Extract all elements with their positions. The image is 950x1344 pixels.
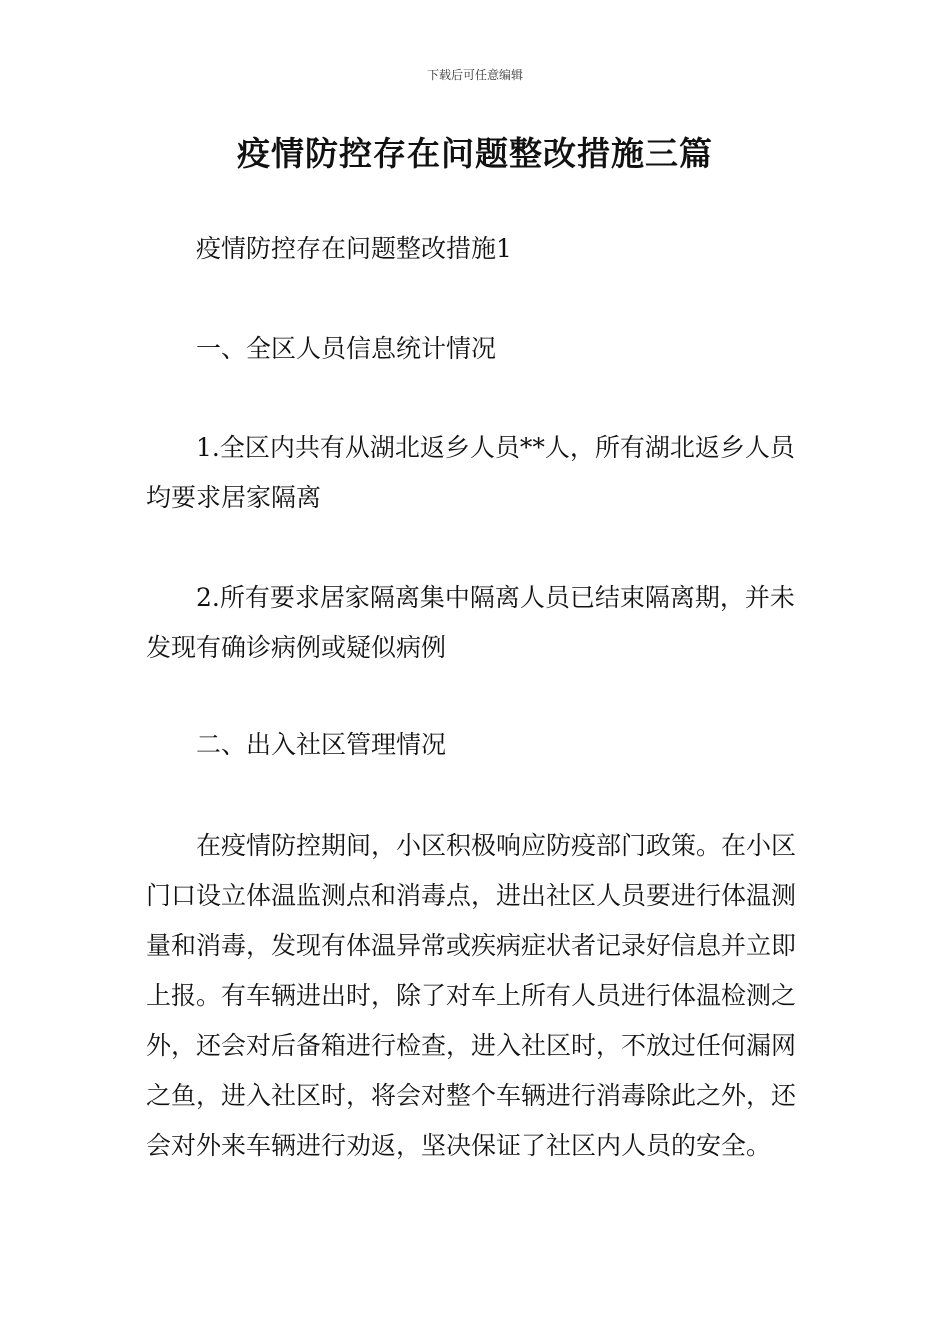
body-paragraph: 在疫情防控期间，小区积极响应防疫部门政策。在小区门口设立体温监测点和消毒点，进出社区人员要进行体温测量和消毒，发现有体温异常或疾病症状者记录好信息并立即上报。有车辆进出时，除了对车上所有人员进行体温检测之外，还会对后备箱进行检查，进入社区时，不放过任何漏网之鱼，进入社区时，将会对整个车辆进行消毒除此之外，还会对外来车辆进行劝返，坚决保证了社区内人员的安全。 xyxy=(146,831,797,1160)
section-heading-2: 二、出入社区管理情况 xyxy=(196,730,447,759)
header-note: 下载后可任意编辑 xyxy=(426,68,523,82)
section-subtitle: 疫情防控存在问题整改措施1 xyxy=(196,234,512,263)
paragraph-item-1: 1.全区内共有从湖北返乡人员**人，所有湖北返乡人员均要求居家隔离 xyxy=(146,433,795,512)
section-heading-1: 一、全区人员信息统计情况 xyxy=(196,334,497,363)
document-title: 疫情防控存在问题整改措施三篇 xyxy=(237,134,713,173)
paragraph-item-2: 2.所有要求居家隔离集中隔离人员已结束隔离期，并未发现有确诊病例或疑似病例 xyxy=(146,583,795,662)
